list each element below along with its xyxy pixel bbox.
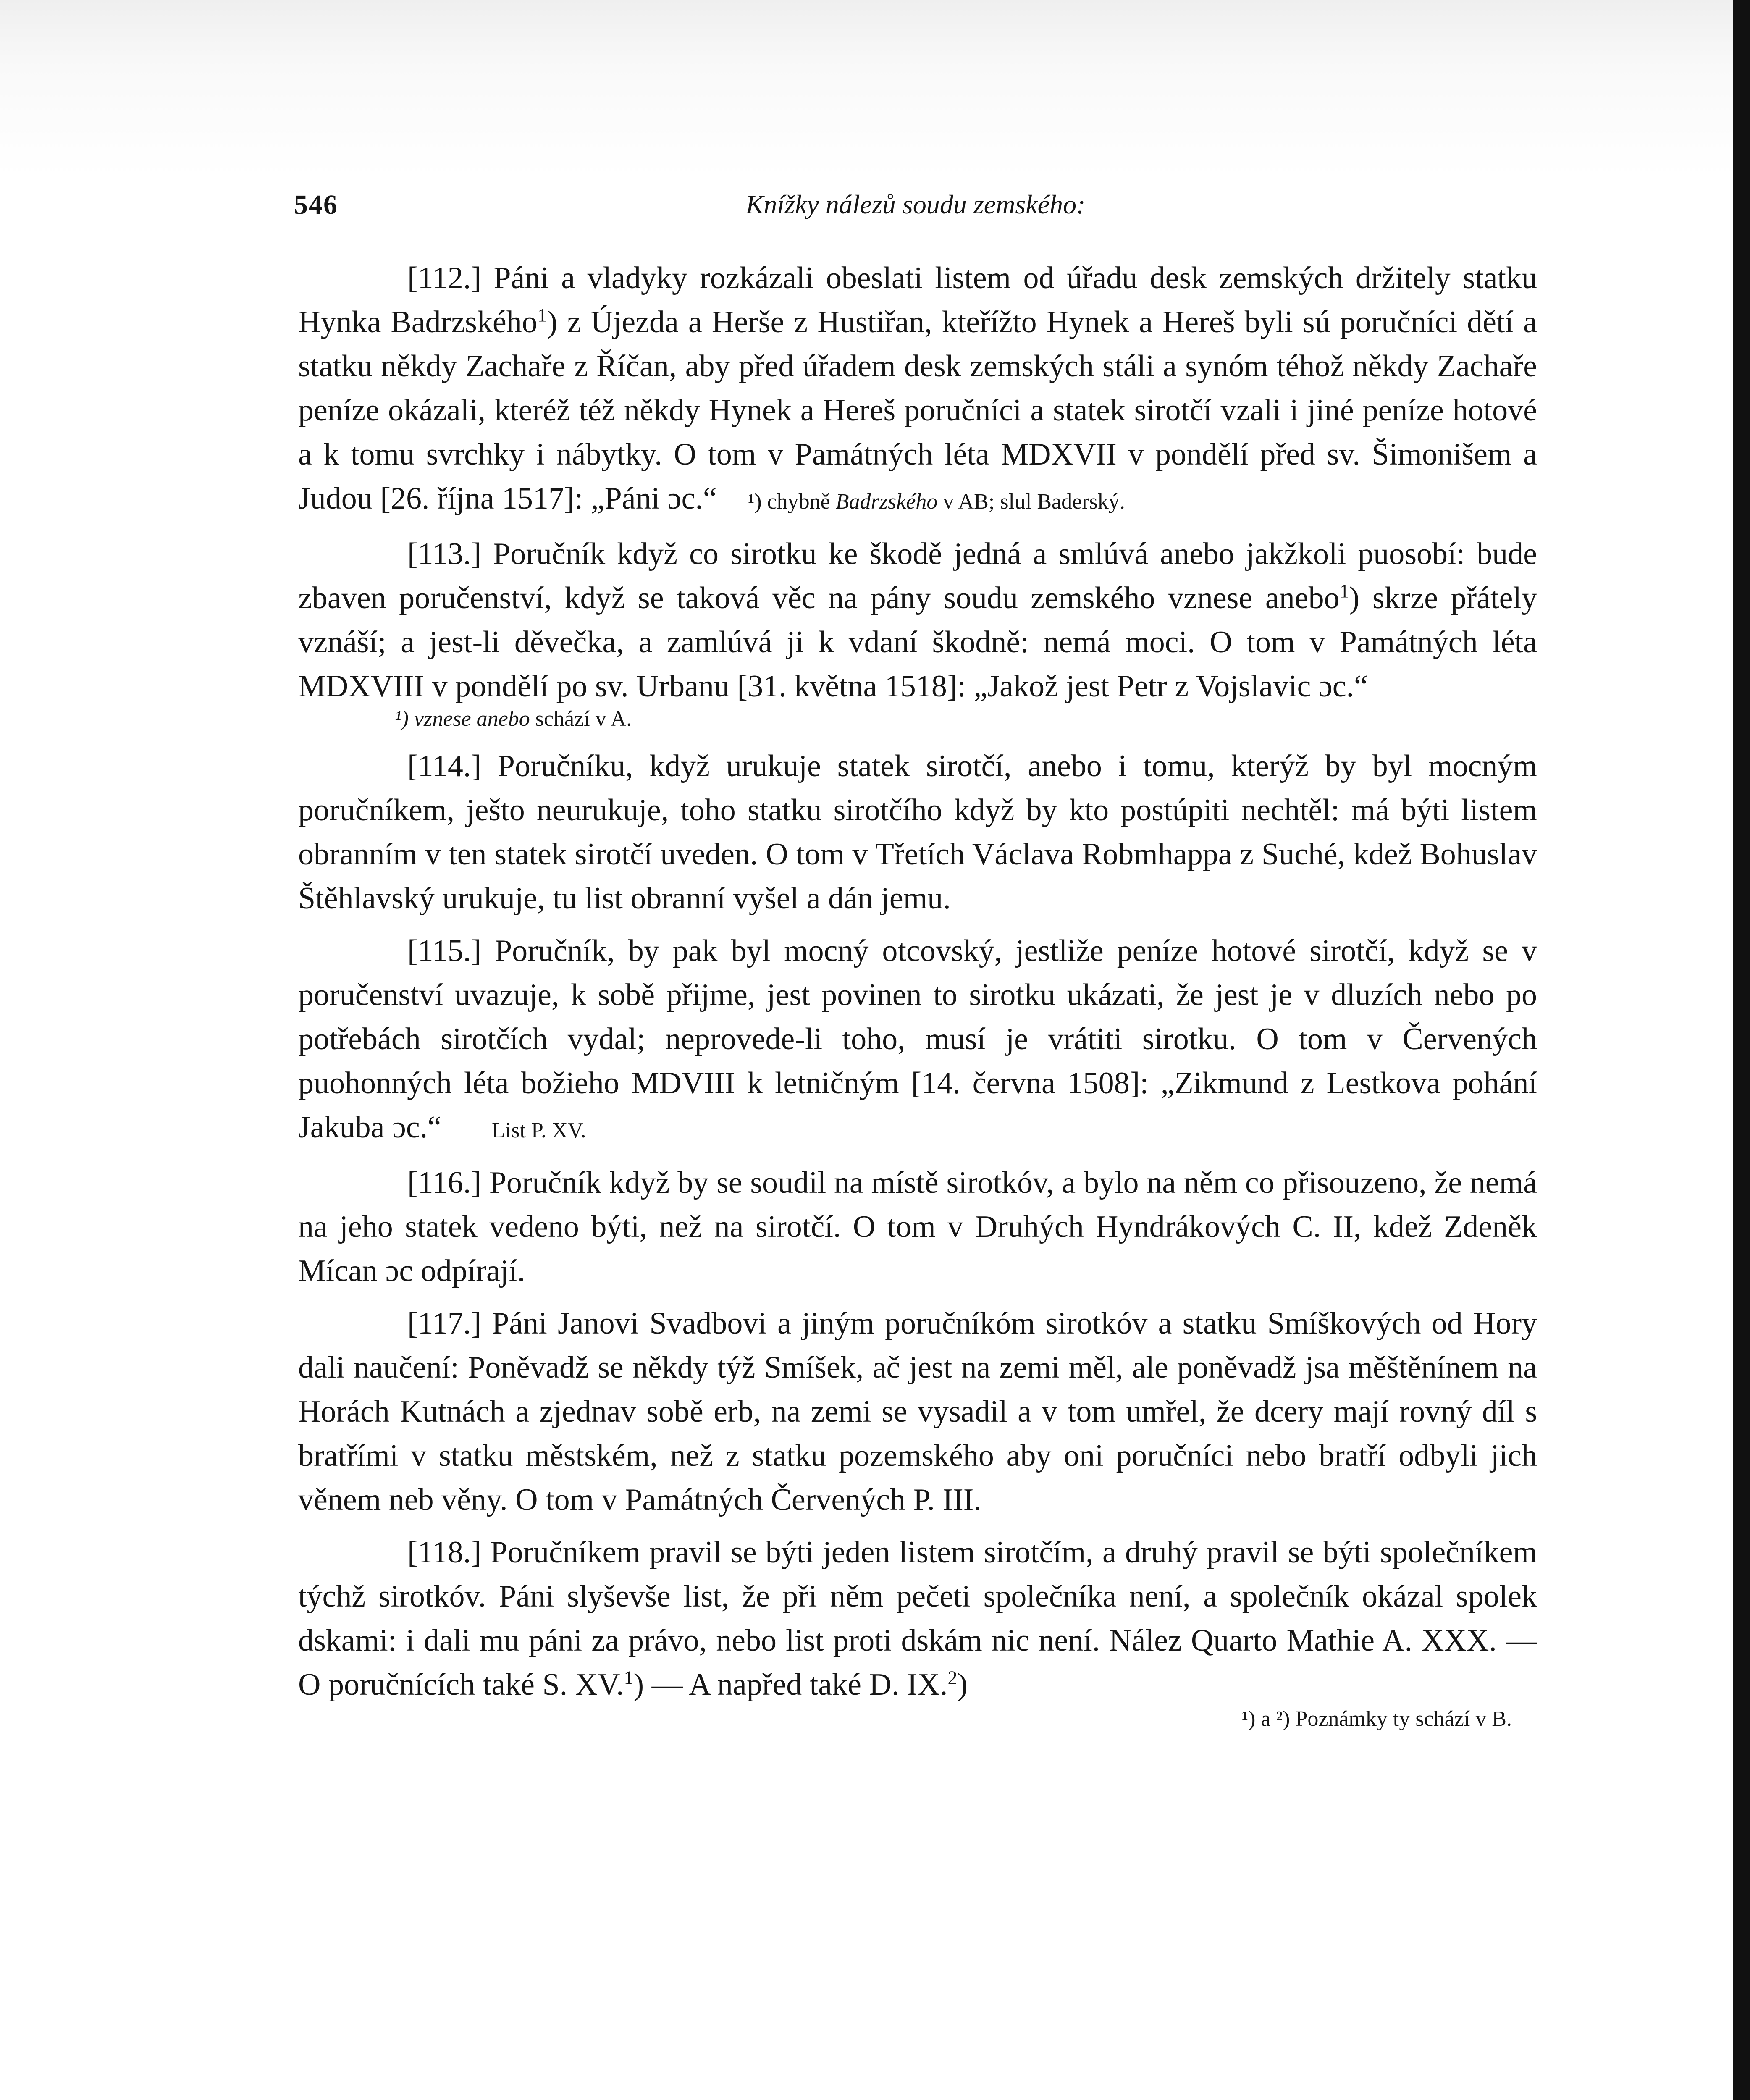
paragraph-text: ) — A napřed také D. IX. <box>633 1667 948 1702</box>
footnote-118: ¹) a ²) Poznámky ty schází v B. <box>1241 1707 1512 1731</box>
footnote-suffix: v AB; slul Baderský. <box>937 490 1125 514</box>
page-number: 546 <box>294 189 338 220</box>
scan-edge <box>1733 0 1750 2100</box>
footnote-italic: Badrzského <box>835 490 938 514</box>
footnote-ref: 1 <box>1339 580 1349 602</box>
footnote-text: schází v A. <box>530 707 632 731</box>
paragraph-117 <box>298 1302 1537 1522</box>
footnote-prefix: ¹) chybně <box>748 490 836 514</box>
page-body <box>298 256 1537 1744</box>
footnote-ref: 2 <box>947 1667 958 1688</box>
paragraph-text: [117.] Páni Janovi Svadbovi a jiným poručníkóm sirotkóv a statku Smíškových od Hory dali naučení: Poněvadž se někdy týž Smíšek, ač jest na zemi měl, ale poněvadž jsa měštěnínem na Horách Kutnách a zjednav sobě erb, na zemi se vysadil a v tom umřel, že dcery mají rovný díl s bratřími v statku městském, než z statku pozemského aby oni poručníci nebo bratří odbyli jich věnem neb věny. O tom v Památných Červených P. III. <box>298 1306 1537 1517</box>
inline-footnote <box>748 490 1125 514</box>
paragraph-text: [114.] Poručníku, když urukuje statek sirotčí, anebo i tomu, kterýž by byl mocným poručníkem, ješto neurukuje, toho statku sirotčího když by kto postúpiti nechtěl: má býti listem obranním v ten statek sirotčí uveden. O tom v Třetích Václava Robmhappa z Suché, kdež Bohuslav Štěhlavský urukuje, tu list obranní vyšel a dán jemu. <box>298 749 1537 916</box>
footnote-italic: ¹) vznese anebo <box>395 707 530 731</box>
paragraph-115 <box>298 929 1537 1152</box>
paragraph-text: [112.] Páni a vladyky rozkázali obeslati listem od úřadu desk zemských držitely statku Hynka Badrzského <box>298 261 1537 339</box>
paragraph-text: [116.] Poručník když by se soudil na místě sirotkóv, a bylo na něm co přisouzeno, že nemá na jeho statek vedeno býti, než na sirotčí. O tom v Druhých Hyndrákových C. II, kdež Zdeněk Mícan ɔc odpírají. <box>298 1166 1537 1288</box>
paragraph-text: [115.] Poručník, by pak byl mocný otcovský, jestliže peníze hotové sirotčí, když se v poručenství uvazuje, k sobě přijme, jest povinen to sirotku ukázati, že jest je v dluzích nebo po potřebách sirotčích vydal; neprovede-li toho, musí je vrátiti sirotku. O tom v Červených puohonných léta božieho MDVIII k letničným [14. června 1508]: „Zikmund z Lestkova pohání Jakuba ɔc.“ <box>298 934 1537 1144</box>
paragraph-118 <box>298 1530 1537 1707</box>
paragraph-text: [113.] Poručník když co sirotku ke škodě jedná a smlúvá anebo jakžkoli puosobí: bude zbaven poručenství, když se taková věc na pány soudu zemského vznese anebo <box>298 537 1537 615</box>
margin-note: List P. XV. <box>492 1118 586 1142</box>
paragraph-text: ) <box>957 1667 968 1702</box>
paragraph-116 <box>298 1161 1537 1293</box>
footnote-113 <box>395 704 1537 734</box>
footnote-ref: 1 <box>624 1667 634 1688</box>
paragraph-113 <box>298 532 1537 709</box>
page-header <box>294 181 1537 227</box>
paragraph-text: ) z Újezda a Herše z Hustiřan, kteřížto Hynek a Hereš byli sú poručníci dětí a statku někdy Zachaře z Říčan, aby před úřadem desk zemských stáli a synóm téhož někdy Zachaře peníze okázali, kteréž též někdy Hynek a Hereš poručníci a statek sirotčí vzali i jiné peníze hotové a k tomu svrchky i nábytky. O tom v Památných léta MDXVII v pondělí před sv. Šimonišem a Judou [26. října 1517]: „Páni ɔc.“ <box>298 305 1537 516</box>
paragraph-114 <box>298 744 1537 921</box>
paragraph-112 <box>298 256 1537 524</box>
footnote-ref: 1 <box>537 304 547 326</box>
paragraph-text: ) skrze přátely vznáší; a jest-li děvečka, a zamlúvá ji k vdaní škodně: nemá moci. O tom v Památných léta MDXVIII v pondělí po sv. Urbanu [31. května 1518]: „Jakož jest Petr z Vojslavic ɔc.“ <box>298 581 1537 704</box>
running-title: Knížky nálezů soudu zemského: <box>745 189 1086 219</box>
paragraph-text: [118.] Poručníkem pravil se býti jeden listem sirotčím, a druhý pravil se býti společníkem týchž sirotkóv. Páni slyševše list, že při něm pečeti společníka není, a společník okázal spolek dskami: i dali mu páni za právo, nebo list proti dskám nic není. Nález Quarto Mathie A. XXX. — O poručnících také S. XV. <box>298 1535 1537 1702</box>
